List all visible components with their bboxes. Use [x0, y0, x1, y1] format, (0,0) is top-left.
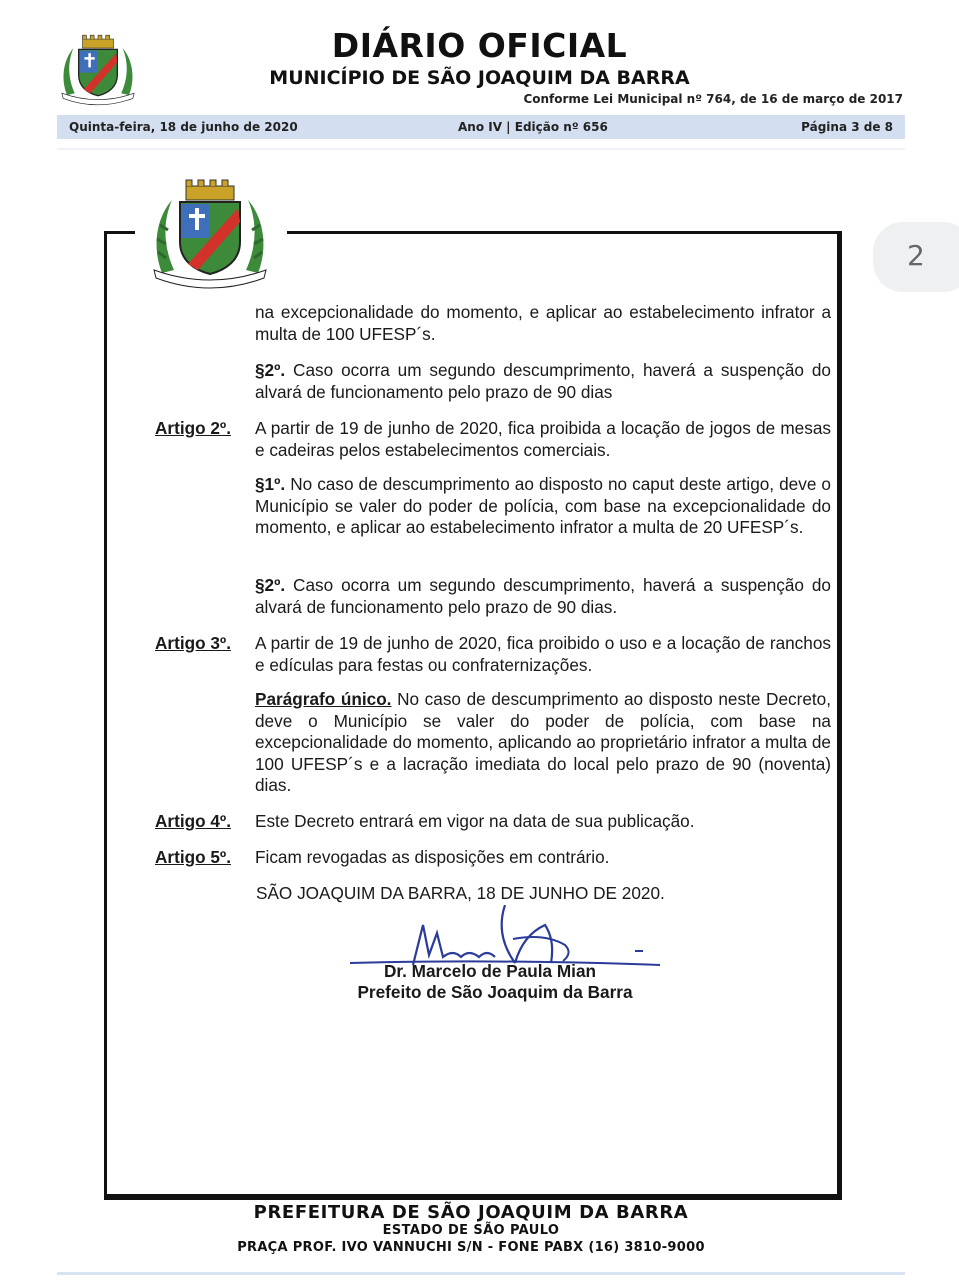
footer-divider — [57, 1272, 905, 1275]
article-2-text: A partir de 19 de junho de 2020, fica proibida a locação de jogos de mesas e cadeiras pelos estabelecimentos comerciais. — [255, 418, 831, 460]
signer-name: Dr. Marcelo de Paula Mian — [383, 961, 597, 981]
newspaper-title: DIÁRIO OFICIAL — [331, 26, 628, 65]
article-2-paragraph-2: §2º. Caso ocorra um segundo descumprimento, haverá a suspenção do alvará de funcionamento pelo prazo de 90 dias. — [255, 575, 831, 617]
article-4-text: Este Decreto entrará em vigor na data de sua publicação. — [255, 811, 695, 831]
article-2-paragraph-1: §1º. No caso de descumprimento ao disposto no caput deste artigo, deve o Município se valer do poder de polícia, com base na excepcionalidade do momento, e aplicar ao estabelecimento infrator a multa de 20 UFESP´s. — [255, 474, 831, 537]
header-divider — [57, 148, 905, 150]
continuation-paragraph: na excepcionalidade do momento, e aplicar ao estabelecimento infrator a multa de 100 UFESP´s. — [255, 302, 831, 344]
footer-address: PRAÇA PROF. IVO VANNUCHI S/N - FONE PABX (16) 3810-9000 — [237, 1240, 705, 1255]
publication-date: Quinta-feira, 18 de junho de 2020 — [69, 120, 298, 134]
signer-role: Prefeito de São Joaquim da Barra — [357, 982, 633, 1002]
article-4-label: Artigo 4º. — [155, 811, 231, 831]
law-reference: Conforme Lei Municipal nº 764, de 16 de março de 2017 — [523, 92, 903, 106]
page-indicator: Página 3 de 8 — [801, 120, 893, 134]
article-3-label: Artigo 3º. — [155, 633, 231, 653]
paragraph-2: §2º. Caso ocorra um segundo descumprimento, haverá a suspenção do alvará de funcionamento pelo prazo de 90 dias — [255, 360, 831, 402]
article-5-label: Artigo 5º. — [155, 847, 231, 867]
article-3-text: A partir de 19 de junho de 2020, fica proibido o uso e a locação de ranchos e edículas para festas ou confraternizações. — [255, 633, 831, 675]
footer-organization: PREFEITURA DE SÃO JOAQUIM DA BARRA — [253, 1202, 689, 1223]
page-number-tab[interactable]: 2 — [873, 222, 959, 292]
newspaper-subtitle: MUNICÍPIO DE SÃO JOAQUIM DA BARRA — [269, 67, 690, 89]
article-2-label: Artigo 2º. — [155, 418, 231, 438]
coat-of-arms-icon — [148, 178, 272, 290]
article-3-sole-paragraph: Parágrafo único. No caso de descumprimento ao disposto neste Decreto, deve o Município se valer do poder de polícia, com base na excepcionalidade do momento, aplicando ao proprietário infrator a multa de 100 UFESP´s e a lacração imediata do local pelo prazo de 90 (noventa) dias. — [255, 689, 831, 795]
edition-info-bar — [57, 115, 905, 139]
place-and-date: SÃO JOAQUIM DA BARRA, 18 DE JUNHO DE 2020. — [256, 883, 665, 903]
footer-state: ESTADO DE SÃO PAULO — [382, 1223, 560, 1238]
edition-number: Ano IV | Edição nº 656 — [458, 120, 608, 134]
article-5-text: Ficam revogadas as disposições em contrário. — [255, 847, 610, 867]
